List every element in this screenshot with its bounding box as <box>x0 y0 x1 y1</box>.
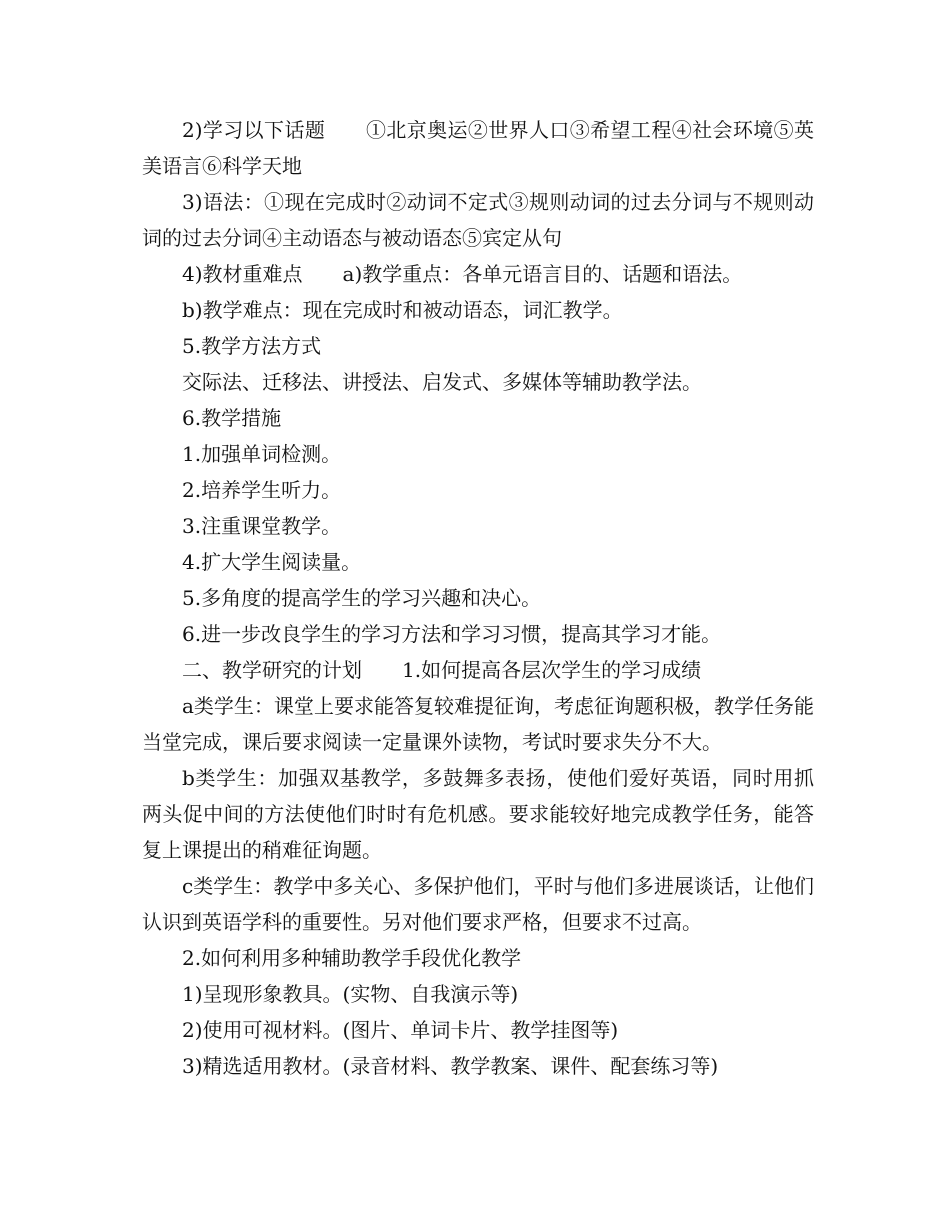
class-c-paragraph: c类学生：教学中多关心、多保护他们，平时与他们多进展谈话，让他们认识到英语学科的重要性。另对他们要求严格，但要求不过高。 <box>142 874 814 934</box>
key-points-paragraph: 4)教材重难点 a)教学重点：各单元语言目的、话题和语法。 <box>182 262 743 286</box>
document-body <box>142 112 814 1084</box>
measure-item-6: 6.进一步改良学生的学习方法和学习习惯，提高其学习才能。 <box>182 622 722 646</box>
measure-item-5: 5.多角度的提高学生的学习兴趣和决心。 <box>182 586 542 610</box>
aid-item-2: 2)使用可视材料。(图片、单词卡片、教学挂图等) <box>182 1018 619 1042</box>
research-plan-heading: 二、教学研究的计划 1.如何提高各层次学生的学习成绩 <box>182 658 702 682</box>
topics-paragraph: 2)学习以下话题 ①北京奥运②世界人口③希望工程④社会环境⑤英美语言⑥科学天地 <box>142 118 814 178</box>
teaching-aids-heading: 2.如何利用多种辅助教学手段优化教学 <box>182 946 522 970</box>
class-b-paragraph: b类学生：加强双基教学，多鼓舞多表扬，使他们爱好英语，同时用抓两头促中间的方法使他们时时有危机感。要求能较好地完成教学任务，能答复上课提出的稍难征询题。 <box>142 766 814 862</box>
aid-item-3: 3)精选适用教材。(录音材料、教学教案、课件、配套练习等) <box>182 1054 719 1078</box>
methods-heading: 5.教学方法方式 <box>182 334 322 358</box>
measure-item-1: 1.加强单词检测。 <box>182 442 342 466</box>
class-a-paragraph: a类学生：课堂上要求能答复较难提征询，考虑征询题积极，教学任务能当堂完成，课后要求阅读一定量课外读物，考试时要求失分不大。 <box>142 694 814 754</box>
methods-paragraph: 交际法、迁移法、讲授法、启发式、多媒体等辅助教学法。 <box>182 370 702 394</box>
measure-item-4: 4.扩大学生阅读量。 <box>182 550 362 574</box>
measure-item-2: 2.培养学生听力。 <box>182 478 342 502</box>
measures-heading: 6.教学措施 <box>182 406 282 430</box>
grammar-paragraph: 3)语法：①现在完成时②动词不定式③规则动词的过去分词与不规则动词的过去分词④主动语态与被动语态⑤宾定从句 <box>142 190 814 250</box>
measure-item-3: 3.注重课堂教学。 <box>182 514 342 538</box>
difficulties-paragraph: b)教学难点：现在完成时和被动语态，词汇教学。 <box>182 298 623 322</box>
aid-item-1: 1)呈现形象教具。(实物、自我演示等) <box>182 982 519 1006</box>
